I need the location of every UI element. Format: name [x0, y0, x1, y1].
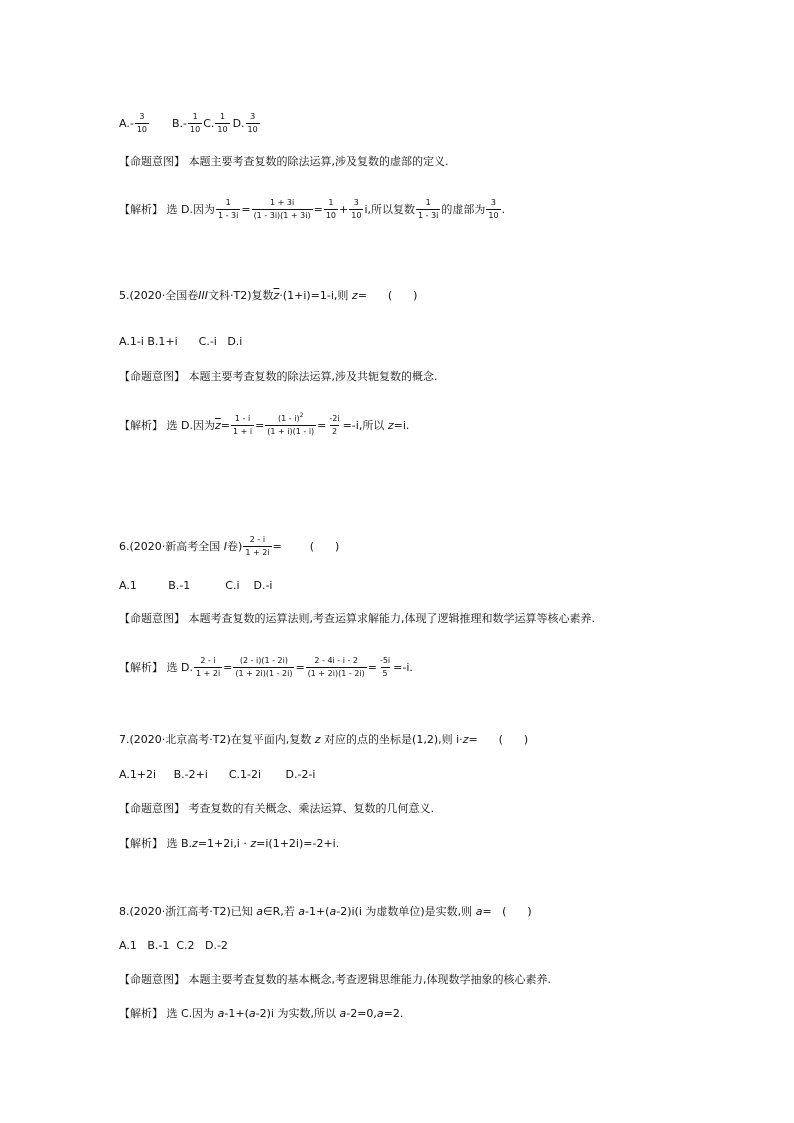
q4-option-c-label: C. — [203, 116, 215, 130]
q4-analysis: 【解析】 选 D.因为 $\frac{1}{1 - 3i}$ = $\frac{1 + 3i}{(1 - 3i)(1 + 3i)}$ = $\frac{1}{10}$ + $\frac{3}{10}$ i,所以复数 $\frac{1}{1 - 3i}$ 的虚部为 $\frac{3}{10}$ . — [119, 198, 506, 220]
q5-options: A.1-i B.1+i C.-i D.i — [119, 335, 243, 348]
q4-analysis-fraction-2: $\frac{1 + 3i}{(1 - 3i)(1 + 3i)}$ — [253, 198, 311, 220]
q6-analysis: 【解析】 选 D. $\frac{2 - i}{1 + 2i}$ = $\frac{(2 - i)(1 - 2i)}{(1 + 2i)(1 - 2i)}$ = $\frac{2 - 4i - i - 2}{(1 + 2i)(1 - 2i)}$ = $\frac{-5i}{5}$ =-i. — [119, 656, 413, 678]
q4-option-a-label: A.- — [119, 116, 134, 130]
q4-option-a-fraction: $\frac{3}{10}$ — [136, 112, 147, 134]
q6-analysis-fraction-3: $\frac{2 - 4i - i - 2}{(1 + 2i)(1 - 2i)}$ — [307, 656, 365, 678]
q8-options: A.1 B.-1 C.2 D.-2 — [119, 939, 228, 952]
q5-analysis-fraction-3: $\frac{-2i}{2}$ — [329, 414, 340, 436]
q6-analysis-fraction-1: $\frac{2 - i}{1 + 2i}$ — [195, 656, 221, 678]
q6-intent: 【命题意图】 本题考查复数的运算法则,考查运算求解能力,体现了逻辑推理和数学运算等核心素养. — [119, 612, 595, 625]
q4-option-b-fraction: $\frac{1}{10}$ — [190, 112, 201, 134]
q7-stem: 7.(2020·北京高考·T2)在复平面内,复数 z 对应的点的坐标是(1,2),则 i· z = ( ) — [119, 733, 529, 746]
q5-analysis: 【解析】 选 D.因为 $\overline{z}$ = $\frac{1 - i}{1 + i}$ = $\frac{(1 - i)^2}{(1 + i)(1 - i)}$ = $\frac{-2i}{2}$ =-i,所以 z =i. — [119, 412, 410, 436]
q5-stem: 5.(2020·全国卷 III 文科·T2)复数 $\overline{z}$ ·(1+i)=1-i,则 z = ( ) — [119, 289, 418, 302]
q7-analysis: 【解析】 选 B. z =1+2i,i · z =i(1+2i)=-2+i. — [119, 837, 340, 850]
q5-analysis-fraction-2: $\frac{(1 - i)^2}{(1 + i)(1 - i)}$ — [267, 412, 315, 436]
q4-analysis-fraction-4: $\frac{3}{10}$ — [351, 198, 362, 220]
q5-analysis-fraction-1: $\frac{1 - i}{1 + i}$ — [232, 414, 253, 436]
q4-intent: 【命题意图】 本题主要考查复数的除法运算,涉及复数的虚部的定义. — [119, 155, 449, 168]
q4-option-d-fraction: $\frac{3}{10}$ — [247, 112, 258, 134]
q7-options: A.1+2i B.-2+i C.1-2i D.-2-i — [119, 768, 316, 781]
q6-options: A.1 B.-1 C.i D.-i — [119, 579, 273, 592]
q8-intent: 【命题意图】 本题主要考查复数的基本概念,考查逻辑思维能力,体现数学抽象的核心素养. — [119, 973, 551, 986]
q6-stem: 6.(2020·新高考全国 I 卷) $\frac{2 - i}{1 + 2i}$ = ( ) — [119, 535, 340, 557]
q6-analysis-fraction-4: $\frac{-5i}{5}$ — [379, 656, 391, 678]
q4-analysis-fraction-3: $\frac{1}{10}$ — [325, 198, 337, 220]
q6-stem-fraction: $\frac{2 - i}{1 + 2i}$ — [245, 535, 270, 557]
q4-option-b-label: B.- — [172, 116, 188, 130]
q4-option-c-fraction: $\frac{1}{10}$ — [217, 112, 228, 134]
q4-analysis-fraction-5: $\frac{1}{1 - 3i}$ — [418, 198, 439, 220]
q4-options — [119, 112, 261, 135]
q5-intent: 【命题意图】 本题主要考查复数的除法运算,涉及共轭复数的概念. — [119, 370, 438, 383]
q6-analysis-fraction-2: $\frac{(2 - i)(1 - 2i)}{(1 + 2i)(1 - 2i)}$ — [235, 656, 293, 678]
q4-analysis-fraction-6: $\frac{3}{10}$ — [488, 198, 499, 220]
q4-option-d-label: D. — [232, 116, 245, 130]
q4-analysis-fraction-1: $\frac{1}{1 - 3i}$ — [217, 198, 239, 220]
q7-intent: 【命题意图】 考查复数的有关概念、乘法运算、复数的几何意义. — [119, 802, 434, 815]
q8-analysis: 【解析】 选 C.因为 a -1+( a -2)i 为实数,所以 a -2=0, a =2. — [119, 1007, 404, 1020]
q8-stem: 8.(2020·浙江高考·T2)已知 a ∈R,若 a -1+( a -2)i(i 为虚数单位)是实数,则 a = ( ) — [119, 905, 532, 918]
